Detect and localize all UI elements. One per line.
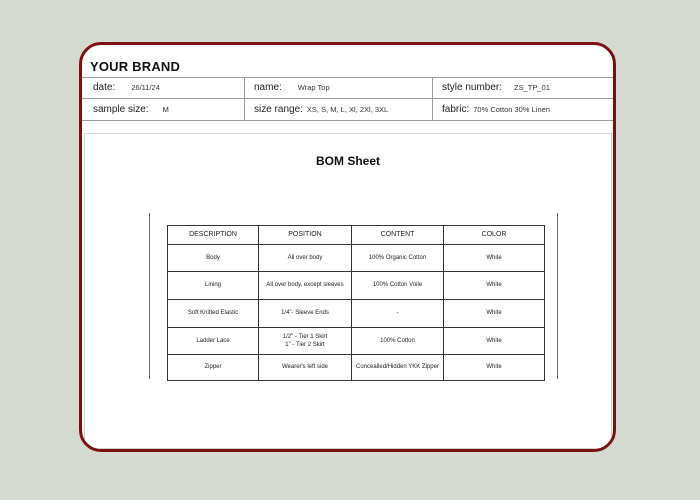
divider (82, 120, 613, 121)
table-row (168, 355, 545, 381)
cell-description: Ladder Lace (168, 328, 259, 355)
divider (82, 77, 613, 78)
position-line: All over body (287, 254, 323, 261)
date-value: 26/11/24 (131, 83, 160, 92)
table-row (168, 328, 545, 355)
bom-sheet (84, 133, 612, 449)
size-range-label: size range: (254, 104, 303, 115)
position-line: 1/2" - Tier 1 Skirt (282, 333, 328, 340)
column-header-position: POSITION (259, 226, 352, 245)
cell-content: 100% Organic Cotton (352, 245, 444, 272)
document-edge-left (149, 213, 150, 379)
cell-description: Zipper (168, 355, 259, 381)
cell-content: - (352, 300, 444, 328)
document-edge-right (557, 213, 558, 379)
cell-color: White (444, 272, 545, 300)
bom-table (167, 225, 545, 381)
name-value: Wrap Top (297, 83, 330, 92)
column-header-color: COLOR (444, 226, 545, 245)
cell-content: 100% Cotton (352, 328, 444, 355)
style-number-field (442, 82, 550, 93)
cell-color: White (444, 355, 545, 381)
column-header-content: CONTENT (352, 226, 444, 245)
name-label: name: (254, 82, 282, 93)
cell-content: Concealled/Hidden YKK Zipper (352, 355, 444, 381)
date-label: date: (93, 82, 116, 93)
sample-size-field (93, 104, 169, 115)
divider (82, 98, 613, 99)
divider (244, 77, 245, 121)
cell-description: Soft Knitted Elastic (168, 300, 259, 328)
cell-position (259, 328, 352, 355)
column-header-description: DESCRIPTION (168, 226, 259, 245)
position-line: 1/4"- Sleeve Ends (281, 310, 329, 317)
cell-color: White (444, 300, 545, 328)
sheet-title: BOM Sheet (315, 154, 380, 168)
cell-content: 100% Cotton Voile (352, 272, 444, 300)
position-line: All over body, except sleeves (266, 282, 344, 289)
fabric-value: 70% Cotton 30% Linen (473, 105, 550, 114)
name-field (254, 82, 330, 93)
table-row (168, 272, 545, 300)
fabric-field (442, 104, 550, 115)
cell-color: White (444, 245, 545, 272)
cell-color: White (444, 328, 545, 355)
table-header-row (168, 226, 545, 245)
cell-position (259, 245, 352, 272)
cell-description: Lining (168, 272, 259, 300)
size-range-value: XS, S, M, L, Xl, 2Xl, 3XL (306, 105, 389, 114)
position-line: 1" - Tier 2 Skirt (285, 342, 325, 348)
sample-size-label: sample size: (93, 104, 149, 115)
size-range-field (254, 104, 388, 115)
sample-size-value: M (162, 105, 169, 114)
date-field (93, 82, 160, 93)
cell-description: Body (168, 245, 259, 272)
brand-title: YOUR BRAND (90, 59, 181, 74)
cell-position (259, 300, 352, 328)
fabric-label: fabric: (442, 104, 470, 115)
table-row (168, 300, 545, 328)
style-number-label: style number: (442, 82, 503, 93)
style-number-value: ZS_TP_01 (514, 83, 550, 92)
cell-position (259, 272, 352, 300)
cell-position (259, 355, 352, 381)
divider (432, 77, 433, 121)
position-line: Wearer's left side (281, 364, 329, 371)
table-row (168, 245, 545, 272)
spec-card (79, 42, 616, 452)
